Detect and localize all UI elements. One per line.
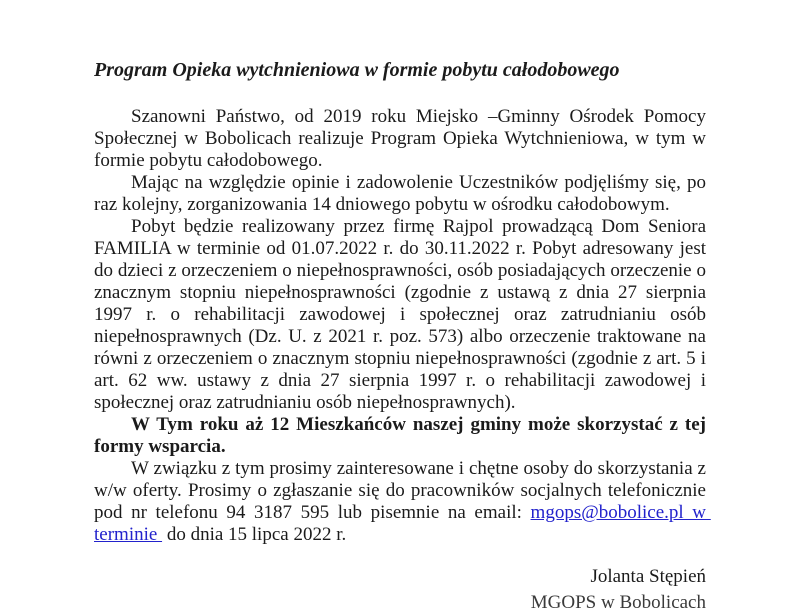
paragraph-eligibility-details: Pobyt będzie realizowany przez firmę Rajpol prowadzącą Dom Seniora FAMILIA w terminie od 01.07.2022 r. do 30.11.2022 r. Pobyt adresowany jest do dzieci z orzeczeniem o niepełnosprawności, osób posiadających orzeczenie o znacznym stopniu niepełnosprawności (zgodnie z ustawą z dnia 27 sierpnia 1997 r. o rehabilitacji zawodowej i społecznej oraz zatrudnianiu osób niepełnosprawnych (Dz. U. z 2021 r. poz. 573) albo orzeczenie traktowane na równi z orzeczeniem o znacznym stopniu niepełnosprawności (zgodnie z art. 5 i art. 62 ww. ustawy z dnia 27 sierpnia 1997 r. o rehabilitacji zawodowej i społecznej oraz zatrudnianiu osób niepełnosprawnych). [94,216,706,413]
document-content [94,58,711,613]
document-title: Program Opieka wytchnieniowa w formie pobytu całodobowego [94,59,620,81]
email-link[interactable]: mgops@bobolice.pl w terminie [94,502,711,545]
paragraph-contact [94,458,711,546]
paragraph-residents-highlight: W Tym roku aż 12 Mieszkańców naszej gminy może skorzystać z tej formy wsparcia. [94,414,706,457]
paragraph-14-day-stay: Mając na względzie opinie i zadowolenie Uczestników podjęliśmy się, po raz kolejny, zorganizowania 14 dniowego pobytu w ośrodku całodobowym. [94,172,706,215]
signature-block [94,566,706,614]
signature-name: Jolanta Stępień [590,566,706,587]
contact-text-after-link: do dnia 15 lipca 2022 r. [162,524,347,545]
signature-organization: MGOPS w Bobolicach [530,592,706,613]
contact-text-before-link: W związku z tym prosimy zainteresowane i chętne osoby do skorzystania z w/w oferty. Prosimy o zgłaszanie się do pracowników socjalnych telefonicznie pod nr telefonu 94 3187 595 lub pisemnie na email: [94,458,706,523]
paragraph-program-intro: Szanowni Państwo, od 2019 roku Miejsko –Gminny Ośrodek Pomocy Społecznej w Bobolicach realizuje Program Opieka Wytchnieniowa, w tym w formie pobytu całodobowego. [94,106,706,171]
